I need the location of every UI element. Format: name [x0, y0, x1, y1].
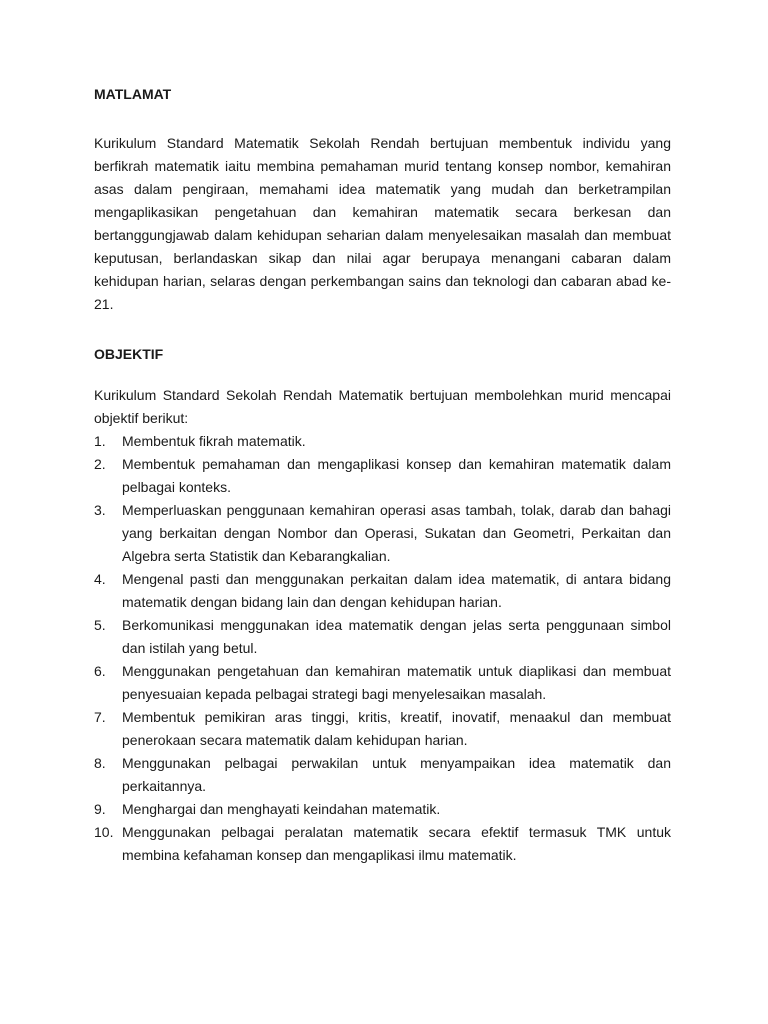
list-item-number: 8.: [94, 755, 106, 771]
list-item-number: 3.: [94, 502, 106, 518]
list-item: [94, 499, 671, 568]
list-item-text: Menggunakan pengetahuan dan kemahiran matematik untuk diaplikasi dan membuat penyesuaian kepada pelbagai strategi bagi menyelesaikan masalah.: [122, 663, 671, 702]
list-item-number: 1.: [94, 433, 106, 449]
matlamat-paragraph: Kurikulum Standard Matematik Sekolah Rendah bertujuan membentuk individu yang berfikrah matematik iaitu membina pemahaman murid tentang konsep nombor, kemahiran asas dalam pengiraan, memahami idea matematik yang mudah dan berketrampilan mengaplikasikan pengetahuan dan kemahiran matematik secara berkesan dan bertanggungjawab dalam kehidupan seharian dalam menyelesaikan masalah dan membuat keputusan, berlandaskan sikap dan nilai agar berupaya menangani cabaran dalam kehidupan harian, selaras dengan perkembangan sains dan teknologi dan cabaran abad ke-21.: [94, 135, 671, 312]
list-item-number: 6.: [94, 663, 106, 679]
objektif-intro: Kurikulum Standard Sekolah Rendah Matematik bertujuan membolehkan murid mencapai objektif berikut:: [94, 387, 671, 426]
list-item: [94, 706, 671, 752]
list-item-number: 9.: [94, 801, 106, 817]
document-page: [94, 86, 671, 867]
list-item-text: Memperluaskan penggunaan kemahiran operasi asas tambah, tolak, darab dan bahagi yang berkaitan dengan Nombor dan Operasi, Sukatan dan Geometri, Perkaitan dan Algebra serta Statistik dan Kebarangkalian.: [122, 502, 671, 564]
list-item: [94, 430, 671, 453]
list-item: [94, 453, 671, 499]
list-item-text: Membentuk fikrah matematik.: [122, 433, 306, 449]
list-item-text: Menghargai dan menghayati keindahan matematik.: [122, 801, 441, 817]
list-item-number: 4.: [94, 571, 106, 587]
list-item-number: 5.: [94, 617, 106, 633]
list-item-text: Berkomunikasi menggunakan idea matematik dengan jelas serta penggunaan simbol dan istilah yang betul.: [122, 617, 671, 656]
list-item-text: Mengenal pasti dan menggunakan perkaitan dalam idea matematik, di antara bidang matematik dengan bidang lain dan dengan kehidupan harian.: [122, 571, 671, 610]
list-item-number: 10.: [94, 824, 114, 840]
list-item-text: Menggunakan pelbagai peralatan matematik secara efektif termasuk TMK untuk membina kefahaman konsep dan mengaplikasi ilmu matematik.: [122, 824, 671, 863]
list-item: [94, 821, 671, 867]
objektif-list: [94, 430, 671, 867]
list-item: [94, 568, 671, 614]
list-item: [94, 752, 671, 798]
matlamat-heading: MATLAMAT: [94, 86, 172, 102]
objektif-heading: OBJEKTIF: [94, 346, 164, 362]
list-item-text: Membentuk pemahaman dan mengaplikasi konsep dan kemahiran matematik dalam pelbagai konteks.: [122, 456, 671, 495]
list-item-number: 2.: [94, 456, 106, 472]
list-item: [94, 798, 671, 821]
list-item-number: 7.: [94, 709, 106, 725]
list-item-text: Membentuk pemikiran aras tinggi, kritis, kreatif, inovatif, menaakul dan membuat penerokaan secara matematik dalam kehidupan harian.: [122, 709, 671, 748]
list-item: [94, 614, 671, 660]
list-item: [94, 660, 671, 706]
list-item-text: Menggunakan pelbagai perwakilan untuk menyampaikan idea matematik dan perkaitannya.: [122, 755, 671, 794]
